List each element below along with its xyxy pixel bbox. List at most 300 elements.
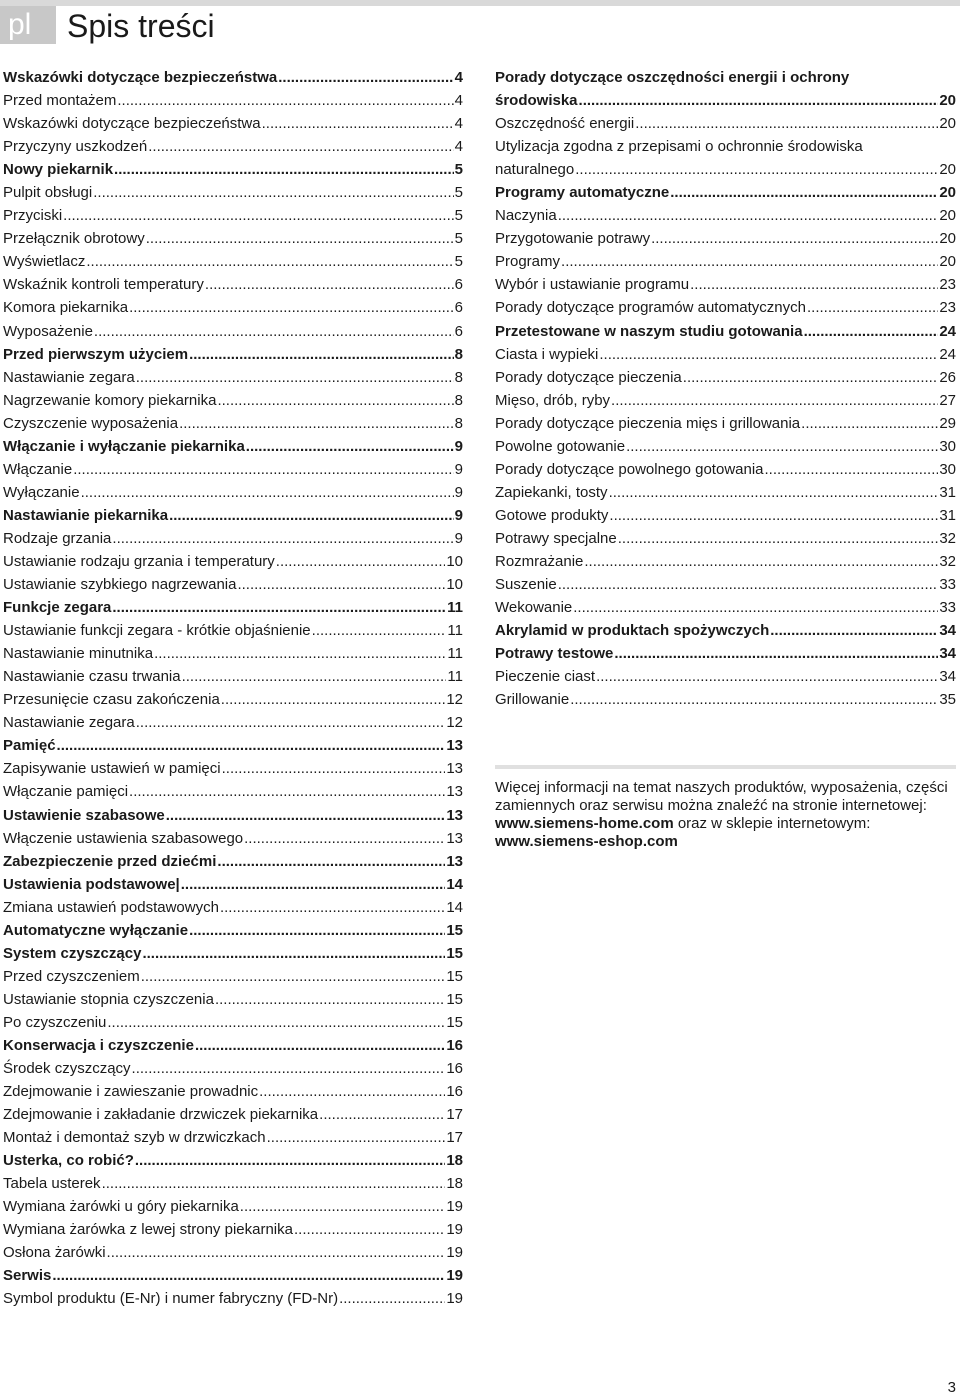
toc-leader-dots bbox=[294, 1218, 445, 1241]
toc-entry-title: Pamięć bbox=[3, 737, 56, 755]
toc-entry[interactable] bbox=[495, 642, 956, 665]
toc-page-number: 32 bbox=[939, 552, 956, 570]
toc-leader-dots bbox=[135, 1149, 445, 1172]
toc-page-number: 4 bbox=[454, 69, 463, 86]
toc-entry[interactable] bbox=[495, 573, 956, 596]
toc-leader-dots bbox=[259, 1080, 445, 1103]
toc-entry-title: Zabezpieczenie przed dziećmi bbox=[3, 852, 217, 870]
toc-page-number: 20 bbox=[939, 230, 956, 248]
toc-entry-title: Ustawianie szybkiego nagrzewania bbox=[3, 576, 237, 594]
toc-entry-title: Zdejmowanie i zakładanie drzwiczek piekarnika bbox=[3, 1106, 319, 1124]
toc-entry[interactable] bbox=[3, 827, 463, 850]
toc-leader-dots bbox=[102, 1172, 446, 1195]
toc-entry-title: Rodzaje grzania bbox=[3, 529, 112, 547]
toc-page-number: 16 bbox=[446, 1060, 463, 1078]
toc-leader-dots bbox=[683, 366, 939, 389]
toc-page-number: 8 bbox=[454, 391, 463, 409]
toc-leader-dots bbox=[189, 343, 454, 366]
toc-leader-dots bbox=[148, 135, 453, 158]
toc-entry-title: Osłona żarówki bbox=[3, 1244, 106, 1262]
toc-page-number: 15 bbox=[446, 967, 463, 985]
toc-page-number: 13 bbox=[446, 737, 463, 755]
toc-page-number: 16 bbox=[446, 1036, 463, 1054]
toc-leader-dots bbox=[609, 504, 938, 527]
toc-leader-dots bbox=[63, 204, 453, 227]
toc-entry[interactable] bbox=[3, 550, 463, 573]
toc-page-number: 12 bbox=[446, 714, 463, 732]
toc-entry-title: Suszenie bbox=[495, 576, 557, 594]
toc-page-number: 13 bbox=[446, 806, 463, 824]
toc-page-number: 11 bbox=[447, 622, 463, 640]
toc-entry[interactable] bbox=[3, 965, 463, 988]
toc-entry-title: Wymiana żarówki u góry piekarnika bbox=[3, 1198, 239, 1216]
toc-leader-dots bbox=[136, 366, 454, 389]
toc-leader-dots bbox=[86, 250, 453, 273]
toc-entry[interactable] bbox=[3, 757, 463, 780]
toc-leader-dots bbox=[240, 1195, 446, 1218]
toc-entry-title: Nastawianie zegara bbox=[3, 714, 135, 732]
toc-leader-dots bbox=[262, 112, 454, 135]
toc-page-number: 17 bbox=[446, 1106, 463, 1124]
toc-leader-dots bbox=[670, 181, 938, 204]
toc-entry-title: Włączanie pamięci bbox=[3, 783, 129, 801]
toc-entry[interactable] bbox=[3, 527, 463, 550]
toc-page-number: 11 bbox=[447, 668, 463, 686]
toc-entry-title: Czyszczenie wyposażenia bbox=[3, 414, 179, 432]
toc-leader-dots bbox=[246, 435, 454, 458]
toc-entry-title: System czyszczący bbox=[3, 944, 142, 962]
toc-entry[interactable] bbox=[3, 1149, 463, 1172]
toc-page-number: 19 bbox=[446, 1290, 463, 1308]
toc-page-number: 34 bbox=[939, 668, 956, 686]
toc-page-number: 12 bbox=[446, 691, 463, 709]
toc-entry[interactable] bbox=[3, 665, 463, 688]
toc-entry-title: Grillowanie bbox=[495, 691, 570, 709]
toc-entry[interactable] bbox=[3, 112, 463, 135]
toc-page-number: 33 bbox=[939, 599, 956, 617]
toc-entry[interactable] bbox=[3, 1034, 463, 1057]
toc-entry-title: Tabela usterek bbox=[3, 1175, 101, 1193]
toc-entry-title: Oszczędność energii bbox=[495, 115, 635, 133]
toc-entry[interactable] bbox=[3, 250, 463, 273]
toc-page-number: 24 bbox=[939, 322, 956, 340]
toc-entry-title: Środek czyszczący bbox=[3, 1060, 131, 1078]
info-divider bbox=[495, 765, 956, 769]
toc-entry-title: Akrylamid w produktach spożywczych bbox=[495, 622, 770, 640]
toc-entry-title: Montaż i demontaż szyb w drzwiczkach bbox=[3, 1129, 266, 1147]
toc-leader-dots bbox=[136, 711, 446, 734]
toc-leader-dots bbox=[217, 850, 445, 873]
toc-leader-dots bbox=[166, 804, 446, 827]
toc-entry-title: Gotowe produkty bbox=[495, 506, 609, 524]
toc-leader-dots bbox=[220, 896, 445, 919]
toc-leader-dots bbox=[195, 1034, 445, 1057]
toc-entry[interactable] bbox=[3, 1264, 463, 1287]
toc-leader-dots bbox=[609, 481, 939, 504]
toc-page-number: 19 bbox=[446, 1198, 463, 1216]
toc-page-number: 19 bbox=[446, 1221, 463, 1239]
toc-entry-title: Porady dotyczące pieczenia mięs i grillowania bbox=[495, 414, 801, 432]
toc-leader-dots bbox=[107, 1241, 446, 1264]
toc-entry[interactable] bbox=[3, 919, 463, 942]
toc-entry-title: Pieczenie ciast bbox=[495, 668, 596, 686]
toc-entry-title: Nastawianie czasu trwania bbox=[3, 668, 181, 686]
toc-entry-title: Ustawianie funkcji zegara - krótkie objaśnienie bbox=[3, 622, 311, 640]
toc-page-number: 6 bbox=[454, 299, 463, 317]
toc-leader-dots bbox=[635, 112, 938, 135]
toc-entry[interactable] bbox=[495, 273, 956, 296]
toc-entry[interactable] bbox=[3, 711, 463, 734]
toc-entry-title: Rozmrażanie bbox=[495, 552, 584, 570]
toc-entry-title: Przesunięcie czasu zakończenia bbox=[3, 691, 220, 709]
toc-leader-dots bbox=[94, 320, 454, 343]
page-number: 3 bbox=[947, 1379, 956, 1396]
toc-leader-dots bbox=[52, 1264, 445, 1287]
toc-page-number: 16 bbox=[446, 1083, 463, 1101]
toc-page-number: 13 bbox=[446, 852, 463, 870]
toc-entry[interactable] bbox=[495, 227, 956, 250]
toc-page-number: 9 bbox=[454, 483, 463, 501]
toc-entry[interactable] bbox=[3, 1080, 463, 1103]
toc-entry-title: Wyłączanie bbox=[3, 483, 80, 501]
toc-entry-title: Włączanie i wyłączanie piekarnika bbox=[3, 437, 245, 455]
toc-leader-dots bbox=[584, 550, 938, 573]
toc-entry-title: Potrawy testowe bbox=[495, 645, 614, 663]
toc-entry-title: Porady dotyczące programów automatycznych bbox=[495, 299, 806, 317]
toc-entry-title: Programy automatyczne bbox=[495, 184, 670, 202]
info-text: Więcej informacji na temat naszych produktów, wyposażenia, części zamiennych oraz serwisu można znaleźć na stronie internetowej: bbox=[495, 779, 948, 814]
toc-entry[interactable] bbox=[3, 850, 463, 873]
toc-leader-dots bbox=[222, 757, 446, 780]
toc-entry[interactable] bbox=[3, 504, 463, 527]
toc-leader-dots bbox=[81, 481, 454, 504]
toc-leader-dots bbox=[558, 573, 939, 596]
toc-entry-title: Nagrzewanie komory piekarnika bbox=[3, 391, 217, 409]
toc-entry-title: Zapisywanie ustawień w pamięci bbox=[3, 760, 221, 778]
toc-entry[interactable] bbox=[3, 320, 463, 343]
toc-entry[interactable] bbox=[495, 389, 956, 412]
toc-entry[interactable] bbox=[495, 296, 956, 319]
toc-entry[interactable] bbox=[3, 1011, 463, 1034]
toc-page-number: 20 bbox=[939, 161, 956, 179]
toc-entry[interactable] bbox=[495, 250, 956, 273]
toc-leader-dots bbox=[575, 158, 938, 181]
toc-page-number: 8 bbox=[454, 368, 463, 386]
toc-entry-title: Ustawianie rodzaju grzania i temperatury bbox=[3, 552, 275, 570]
toc-page-number: 20 bbox=[939, 115, 956, 133]
toc-entry-title: Nastawianie zegara bbox=[3, 368, 135, 386]
toc-leader-dots bbox=[182, 665, 447, 688]
toc-entry[interactable] bbox=[3, 1195, 463, 1218]
toc-page-number: 23 bbox=[939, 276, 956, 294]
toc-entry-title: Porady dotyczące pieczenia bbox=[495, 368, 682, 386]
toc-entry-title: Włączenie ustawienia szabasowego bbox=[3, 829, 244, 847]
toc-entry[interactable] bbox=[3, 343, 463, 366]
toc-entry[interactable] bbox=[3, 1287, 463, 1310]
toc-leader-dots bbox=[181, 873, 446, 896]
toc-page-number: 9 bbox=[454, 529, 463, 547]
toc-page-number: 20 bbox=[939, 184, 956, 202]
toc-entry[interactable] bbox=[3, 435, 463, 458]
info-link-eshop[interactable]: www.siemens-eshop.com bbox=[495, 833, 678, 850]
toc-page-number: 13 bbox=[446, 760, 463, 778]
toc-entry-title: Ustawienia podstawowe| bbox=[3, 875, 180, 893]
toc-entry[interactable] bbox=[495, 504, 956, 527]
toc-leader-dots bbox=[189, 919, 445, 942]
toc-page-number: 32 bbox=[939, 529, 956, 547]
toc-page-number: 26 bbox=[939, 368, 956, 386]
toc-entry[interactable] bbox=[495, 527, 956, 550]
toc-entry[interactable] bbox=[3, 296, 463, 319]
toc-entry[interactable] bbox=[3, 642, 463, 665]
toc-entry[interactable] bbox=[495, 66, 956, 112]
toc-entry-title: Wskazówki dotyczące bezpieczeństwa bbox=[3, 69, 278, 86]
toc-entry-title: Potrawy specjalne bbox=[495, 529, 617, 547]
toc-entry[interactable] bbox=[3, 780, 463, 803]
toc-leader-dots bbox=[169, 504, 454, 527]
toc-entry[interactable] bbox=[495, 343, 956, 366]
toc-entry-title: Programy bbox=[495, 253, 561, 271]
toc-page-number: 29 bbox=[939, 414, 956, 432]
toc-entry[interactable] bbox=[495, 665, 956, 688]
toc-entry[interactable] bbox=[3, 804, 463, 827]
toc-entry[interactable] bbox=[495, 596, 956, 619]
toc-page-number: 34 bbox=[939, 645, 956, 663]
toc-entry[interactable] bbox=[3, 458, 463, 481]
toc-entry[interactable] bbox=[3, 942, 463, 965]
toc-entry[interactable] bbox=[3, 158, 463, 181]
toc-entry[interactable] bbox=[495, 619, 956, 642]
toc-leader-dots bbox=[807, 296, 938, 319]
toc-page-number: 15 bbox=[446, 921, 463, 939]
toc-page-number: 8 bbox=[454, 345, 463, 363]
toc-entry[interactable] bbox=[3, 988, 463, 1011]
toc-entry-title: Nastawianie minutnika bbox=[3, 645, 154, 663]
toc-entry[interactable] bbox=[3, 619, 463, 642]
toc-page-number: 8 bbox=[454, 414, 463, 432]
info-paragraph bbox=[495, 779, 956, 851]
toc-page-number: 31 bbox=[939, 483, 956, 501]
toc-leader-dots bbox=[599, 343, 938, 366]
info-link-home[interactable]: www.siemens-home.com bbox=[495, 815, 674, 832]
toc-right-column bbox=[495, 66, 956, 711]
toc-page-number: 11 bbox=[447, 599, 463, 617]
toc-page-number: 14 bbox=[446, 898, 463, 916]
toc-leader-dots bbox=[73, 458, 453, 481]
toc-entry[interactable] bbox=[495, 458, 956, 481]
toc-leader-dots bbox=[618, 527, 939, 550]
toc-entry[interactable] bbox=[3, 1103, 463, 1126]
toc-page-number: 23 bbox=[939, 299, 956, 317]
toc-page-number: 27 bbox=[939, 391, 956, 409]
toc-leader-dots bbox=[132, 1057, 446, 1080]
toc-entry[interactable] bbox=[495, 688, 956, 711]
toc-page-number: 9 bbox=[454, 437, 463, 455]
toc-leader-dots bbox=[141, 965, 446, 988]
toc-page-number: 18 bbox=[446, 1175, 463, 1193]
toc-entry-title: Komora piekarnika bbox=[3, 299, 129, 317]
toc-entry-title: Nowy piekarnik bbox=[3, 161, 114, 179]
toc-entry[interactable] bbox=[3, 89, 463, 112]
toc-leader-dots bbox=[339, 1287, 445, 1310]
toc-page-number: 5 bbox=[454, 253, 463, 271]
toc-page-number: 33 bbox=[939, 576, 956, 594]
toc-entry-title: Naczynia bbox=[495, 207, 557, 225]
toc-leader-dots bbox=[107, 1011, 445, 1034]
toc-page-number: 5 bbox=[454, 207, 463, 225]
toc-page-number: 9 bbox=[454, 460, 463, 478]
toc-entry-title: Ustawianie stopnia czyszczenia bbox=[3, 990, 214, 1008]
toc-page-number: 4 bbox=[454, 92, 463, 110]
toc-entry-title-cont: środowiska bbox=[495, 92, 578, 110]
toc-entry[interactable] bbox=[495, 366, 956, 389]
toc-leader-dots bbox=[276, 550, 446, 573]
page-title: Spis treści bbox=[67, 8, 215, 44]
toc-entry-title: Porady dotyczące powolnego gotowania bbox=[495, 460, 764, 478]
toc-entry[interactable] bbox=[3, 1241, 463, 1264]
toc-entry-title: Zapiekanki, tosty bbox=[495, 483, 608, 501]
toc-entry-title: Serwis bbox=[3, 1267, 52, 1285]
toc-entry-title: Przyczyny uszkodzeń bbox=[3, 138, 148, 156]
toc-leader-dots bbox=[114, 158, 454, 181]
toc-entry[interactable] bbox=[3, 412, 463, 435]
toc-entry[interactable] bbox=[3, 66, 463, 89]
toc-leader-dots bbox=[179, 412, 454, 435]
toc-entry[interactable] bbox=[3, 273, 463, 296]
toc-leader-dots bbox=[117, 89, 453, 112]
toc-page-number: 24 bbox=[939, 345, 956, 363]
toc-entry-title: Włączanie bbox=[3, 460, 73, 478]
toc-leader-dots bbox=[278, 66, 453, 89]
toc-entry-title: Porady dotyczące oszczędności energii i ochrony bbox=[495, 69, 850, 86]
toc-entry-title: Zmiana ustawień podstawowych bbox=[3, 898, 219, 916]
toc-page-number: 17 bbox=[446, 1129, 463, 1147]
toc-entry[interactable] bbox=[3, 481, 463, 504]
toc-entry[interactable] bbox=[495, 320, 956, 343]
toc-entry[interactable] bbox=[3, 734, 463, 757]
toc-entry-title: Przygotowanie potrawy bbox=[495, 230, 651, 248]
toc-entry[interactable] bbox=[3, 1126, 463, 1149]
toc-entry-title: Pulpit obsługi bbox=[3, 184, 93, 202]
toc-leader-dots bbox=[244, 827, 445, 850]
toc-leader-dots bbox=[614, 642, 938, 665]
toc-page-number: 30 bbox=[939, 437, 956, 455]
toc-page-number: 31 bbox=[939, 506, 956, 524]
toc-entry[interactable] bbox=[495, 412, 956, 435]
toc-entry[interactable] bbox=[3, 1057, 463, 1080]
toc-entry[interactable] bbox=[495, 550, 956, 573]
toc-leader-dots bbox=[611, 389, 938, 412]
toc-page-number: 6 bbox=[454, 322, 463, 340]
toc-entry-title: Powolne gotowanie bbox=[495, 437, 626, 455]
toc-left-column bbox=[3, 66, 463, 1311]
toc-entry-title: Wybór i ustawianie programu bbox=[495, 276, 690, 294]
toc-entry-title: Przetestowane w naszym studiu gotowania bbox=[495, 322, 803, 340]
toc-entry[interactable] bbox=[3, 389, 463, 412]
toc-entry[interactable] bbox=[495, 435, 956, 458]
toc-entry-title: Symbol produktu (E-Nr) i numer fabryczny (FD-Nr) bbox=[3, 1290, 339, 1308]
toc-leader-dots bbox=[804, 320, 939, 343]
toc-leader-dots bbox=[690, 273, 938, 296]
toc-entry-title: Nastawianie piekarnika bbox=[3, 506, 169, 524]
toc-entry[interactable] bbox=[3, 135, 463, 158]
toc-page-number: 19 bbox=[446, 1244, 463, 1262]
toc-page-number: 35 bbox=[939, 691, 956, 709]
toc-leader-dots bbox=[267, 1126, 446, 1149]
toc-leader-dots bbox=[129, 296, 454, 319]
toc-entry-title: Przyciski bbox=[3, 207, 63, 225]
toc-leader-dots bbox=[573, 596, 938, 619]
toc-entry-title: Przed czyszczeniem bbox=[3, 967, 140, 985]
toc-leader-dots bbox=[801, 412, 938, 435]
toc-leader-dots bbox=[561, 250, 938, 273]
toc-page-number: 10 bbox=[446, 576, 463, 594]
toc-leader-dots bbox=[221, 688, 446, 711]
toc-page-number: 5 bbox=[454, 161, 463, 179]
toc-page-number: 4 bbox=[454, 138, 463, 156]
toc-entry[interactable] bbox=[3, 181, 463, 204]
toc-page-number: 34 bbox=[939, 622, 956, 640]
toc-entry[interactable] bbox=[495, 204, 956, 227]
toc-entry-title: Ciasta i wypieki bbox=[495, 345, 599, 363]
toc-leader-dots bbox=[112, 596, 446, 619]
toc-leader-dots bbox=[319, 1103, 445, 1126]
toc-leader-dots bbox=[312, 619, 447, 642]
toc-page-number: 20 bbox=[939, 92, 956, 110]
language-tab: pl bbox=[0, 6, 56, 44]
toc-leader-dots bbox=[205, 273, 454, 296]
toc-entry[interactable] bbox=[3, 366, 463, 389]
toc-page-number: 5 bbox=[454, 230, 463, 248]
toc-leader-dots bbox=[215, 988, 445, 1011]
toc-leader-dots bbox=[626, 435, 938, 458]
toc-entry[interactable] bbox=[3, 573, 463, 596]
toc-entry-title: Automatyczne wyłączanie bbox=[3, 921, 189, 939]
toc-page-number: 10 bbox=[446, 552, 463, 570]
toc-entry-title: Wskazówki dotyczące bezpieczeństwa bbox=[3, 115, 261, 133]
toc-entry[interactable] bbox=[3, 227, 463, 250]
toc-entry[interactable] bbox=[495, 181, 956, 204]
toc-entry-title-cont: naturalnego bbox=[495, 161, 575, 179]
toc-leader-dots bbox=[217, 389, 453, 412]
toc-leader-dots bbox=[579, 89, 939, 112]
toc-page-number: 15 bbox=[446, 990, 463, 1008]
toc-entry[interactable] bbox=[3, 896, 463, 919]
toc-leader-dots bbox=[154, 642, 446, 665]
toc-page-number: 9 bbox=[454, 506, 463, 524]
toc-page-number: 13 bbox=[446, 783, 463, 801]
toc-entry[interactable] bbox=[3, 596, 463, 619]
toc-leader-dots bbox=[57, 734, 446, 757]
toc-entry-title: Mięso, drób, ryby bbox=[495, 391, 611, 409]
toc-page-number: 4 bbox=[454, 115, 463, 133]
toc-entry[interactable] bbox=[3, 1172, 463, 1195]
toc-entry[interactable] bbox=[3, 688, 463, 711]
toc-entry[interactable] bbox=[495, 112, 956, 135]
toc-entry[interactable] bbox=[3, 1218, 463, 1241]
toc-leader-dots bbox=[558, 204, 939, 227]
toc-page-number: 19 bbox=[446, 1267, 463, 1285]
toc-page-number: 15 bbox=[446, 944, 463, 962]
toc-entry[interactable] bbox=[495, 481, 956, 504]
toc-leader-dots bbox=[146, 227, 454, 250]
toc-entry[interactable] bbox=[495, 135, 956, 181]
toc-entry[interactable] bbox=[3, 873, 463, 896]
toc-leader-dots bbox=[651, 227, 938, 250]
toc-entry-title: Wekowanie bbox=[495, 599, 573, 617]
toc-entry[interactable] bbox=[3, 204, 463, 227]
toc-entry-title: Przed pierwszym użyciem bbox=[3, 345, 189, 363]
